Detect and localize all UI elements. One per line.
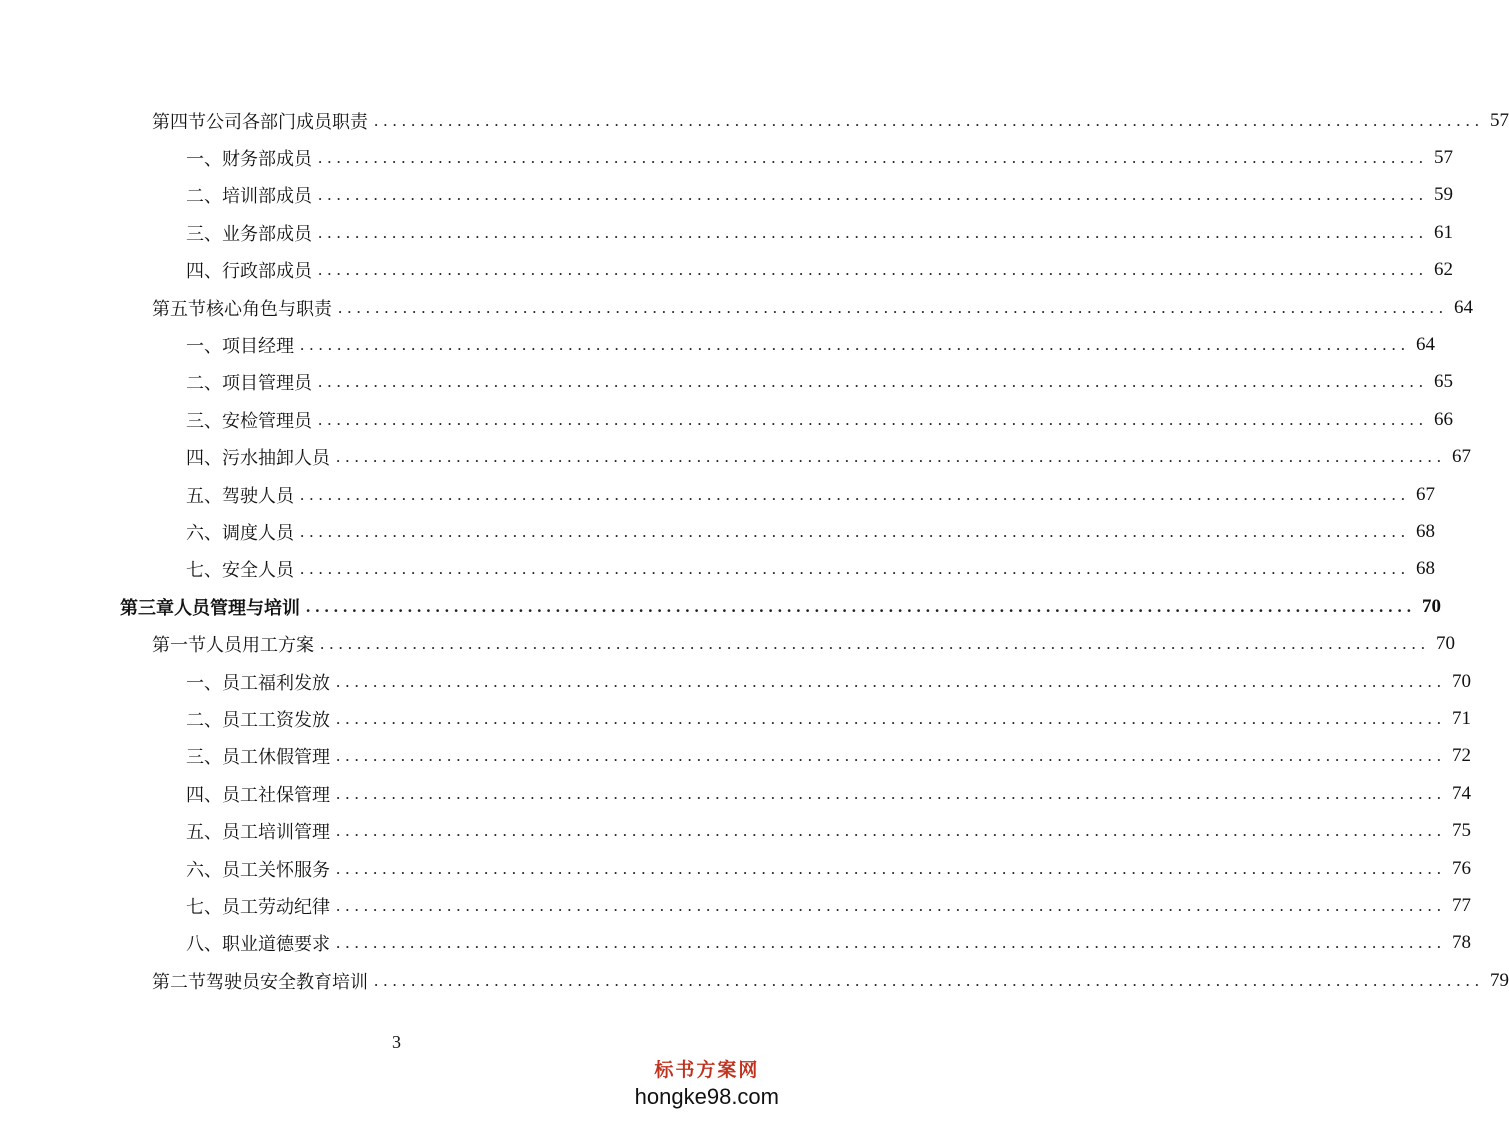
toc-leader-dots: ........................................................................................................................ (300, 521, 1410, 541)
toc-entry-label: 八、 (186, 934, 222, 956)
toc-entry-label: 六、 (186, 859, 222, 881)
toc-entry-label: 二、 (186, 373, 222, 395)
toc-item-entry[interactable] (186, 439, 1471, 476)
toc-entry-title: 核心角色与职责 (206, 298, 332, 320)
toc-entry-title: 安全人员 (222, 560, 294, 582)
toc-page-number: 74 (1452, 782, 1471, 804)
toc-entry-label: 二、 (186, 186, 222, 208)
toc-item-entry[interactable] (186, 700, 1471, 737)
toc-entry-title: 公司各部门成员职责 (206, 111, 368, 133)
toc-page-number: 67 (1416, 483, 1435, 505)
toc-item-entry[interactable] (186, 401, 1453, 438)
toc-page-number: 61 (1434, 221, 1453, 243)
toc-leader-dots: ........................................................................................................................ (336, 671, 1446, 691)
toc-page-number: 70 (1436, 633, 1455, 655)
toc-leader-dots: ........................................................................................................................ (300, 559, 1410, 579)
watermark (635, 1055, 779, 1110)
toc-page-number: 75 (1452, 820, 1471, 842)
toc-leader-dots: ........................................................................................................................ (300, 484, 1410, 504)
toc-entry-label: 七、 (186, 896, 222, 918)
toc-entry-title: 员工工资发放 (222, 709, 330, 731)
toc-item-entry[interactable] (186, 364, 1453, 401)
toc-entry-title: 员工福利发放 (222, 672, 330, 694)
toc-entry-label: 一、 (186, 672, 222, 694)
toc-page-number: 76 (1452, 857, 1471, 879)
toc-page-number: 62 (1434, 259, 1453, 281)
toc-entry-label: 五、 (186, 822, 222, 844)
toc-leader-dots: ........................................................................................................................ (374, 970, 1484, 990)
toc-entry-label: 二、 (186, 709, 222, 731)
toc-page-number: 71 (1452, 707, 1471, 729)
toc-page-number: 57 (1434, 146, 1453, 168)
toc-entry-title: 安检管理员 (222, 410, 312, 432)
toc-entry-label: 四、 (186, 784, 222, 806)
toc-entry-title: 财务部成员 (222, 148, 312, 170)
toc-leader-dots: ........................................................................................................................ (318, 185, 1428, 205)
toc-item-entry[interactable] (186, 813, 1471, 850)
toc-entry-label: 四、 (186, 261, 222, 283)
toc-entry-label: 第三章 (120, 597, 174, 619)
toc-item-entry[interactable] (186, 513, 1435, 550)
toc-entry-title: 员工关怀服务 (222, 859, 330, 881)
toc-item-entry[interactable] (186, 925, 1471, 962)
toc-entry-label: 第五节 (152, 298, 206, 320)
watermark-url: hongke98.com (634, 1084, 779, 1109)
toc-item-entry[interactable] (186, 214, 1453, 251)
toc-entry-label: 一、 (186, 148, 222, 170)
toc-page-number: 68 (1416, 558, 1435, 580)
toc-page-number: 72 (1452, 745, 1471, 767)
toc-entry-title: 项目经理 (222, 335, 294, 357)
toc-leader-dots: ........................................................................................................................ (318, 372, 1428, 392)
toc-page-number: 67 (1452, 446, 1471, 468)
toc-leader-dots: ........................................................................................................................ (336, 708, 1446, 728)
toc-entry-title: 行政部成员 (222, 261, 312, 283)
toc-entry-label: 三、 (186, 223, 222, 245)
toc-section-entry[interactable] (152, 962, 1509, 999)
toc-entry-title: 培训部成员 (222, 186, 312, 208)
toc-entry-title: 调度人员 (222, 522, 294, 544)
toc-leader-dots: ........................................................................................................................ (336, 895, 1446, 915)
toc-leader-dots: ........................................................................................................................ (318, 222, 1428, 242)
toc-entry-label: 四、 (186, 448, 222, 470)
toc-entry-title: 职业道德要求 (222, 934, 330, 956)
toc-item-entry[interactable] (186, 663, 1471, 700)
toc-leader-dots: ........................................................................................................................ (336, 746, 1446, 766)
toc-entry-label: 第一节 (152, 635, 206, 657)
toc-leader-dots: ........................................................................................................................ (300, 334, 1410, 354)
toc-leader-dots: ........................................................................................................................ (318, 409, 1428, 429)
toc-page-number: 65 (1434, 371, 1453, 393)
toc-entry-title: 驾驶人员 (222, 485, 294, 507)
toc-page-number: 70 (1422, 595, 1441, 617)
toc-page-number: 79 (1490, 969, 1509, 991)
toc-entry-title: 员工社保管理 (222, 784, 330, 806)
toc-page-number: 66 (1434, 408, 1453, 430)
toc-section-entry[interactable] (152, 289, 1473, 326)
toc-entry-title: 员工休假管理 (222, 747, 330, 769)
toc-page-number: 77 (1452, 894, 1471, 916)
toc-leader-dots: ........................................................................................................................ (336, 447, 1446, 467)
toc-item-entry[interactable] (186, 326, 1435, 363)
toc-entry-title: 员工劳动纪律 (222, 896, 330, 918)
toc-entry-title: 项目管理员 (222, 373, 312, 395)
toc-item-entry[interactable] (186, 252, 1453, 289)
toc-item-entry[interactable] (186, 738, 1471, 775)
toc-entry-label: 第二节 (152, 971, 206, 993)
toc-entry-title: 人员管理与培训 (174, 597, 300, 619)
toc-leader-dots: ........................................................................................................................ (318, 147, 1428, 167)
toc-section-entry[interactable] (152, 626, 1455, 663)
toc-item-entry[interactable] (186, 775, 1471, 812)
toc-entry-label: 一、 (186, 335, 222, 357)
toc-item-entry[interactable] (186, 850, 1471, 887)
toc-page-number: 64 (1416, 333, 1435, 355)
toc-entry-title: 业务部成员 (222, 223, 312, 245)
toc-item-entry[interactable] (186, 139, 1453, 176)
toc-entry-title: 人员用工方案 (206, 635, 314, 657)
watermark-name: 标书方案网 (654, 1059, 760, 1081)
toc-leader-dots: ........................................................................................................................ (336, 858, 1446, 878)
toc-entry-label: 七、 (186, 560, 222, 582)
toc-item-entry[interactable] (186, 177, 1453, 214)
toc-item-entry[interactable] (186, 551, 1435, 588)
toc-leader-dots: ........................................................................................................................ (306, 596, 1416, 616)
toc-item-entry[interactable] (186, 887, 1471, 924)
toc-page-number: 78 (1452, 932, 1471, 954)
toc-page-number: 64 (1454, 296, 1473, 318)
toc-leader-dots: ........................................................................................................................ (374, 110, 1484, 130)
toc-entry-label: 三、 (186, 410, 222, 432)
toc-leader-dots: ........................................................................................................................ (320, 634, 1430, 654)
toc-entry-title: 驾驶员安全教育培训 (206, 971, 368, 993)
toc-entry-title: 污水抽卸人员 (222, 448, 330, 470)
toc-leader-dots: ........................................................................................................................ (318, 260, 1428, 280)
toc-entry-label: 第四节 (152, 111, 206, 133)
toc-page-number: 59 (1434, 184, 1453, 206)
toc-leader-dots: ........................................................................................................................ (336, 783, 1446, 803)
toc-page-number: 70 (1452, 670, 1471, 692)
toc-chapter-entry[interactable] (120, 588, 1441, 625)
toc-leader-dots: ........................................................................................................................ (336, 933, 1446, 953)
toc-page-number: 68 (1416, 520, 1435, 542)
toc-entry-label: 三、 (186, 747, 222, 769)
toc-leader-dots: ........................................................................................................................ (336, 821, 1446, 841)
toc-section-entry[interactable] (152, 102, 1509, 139)
toc-leader-dots: ........................................................................................................................ (338, 297, 1448, 317)
page-number: 3 (392, 1032, 401, 1052)
toc-entry-label: 六、 (186, 522, 222, 544)
toc-entry-title: 员工培训管理 (222, 822, 330, 844)
toc-page-number: 57 (1490, 109, 1509, 131)
toc-item-entry[interactable] (186, 476, 1435, 513)
toc-entry-label: 五、 (186, 485, 222, 507)
